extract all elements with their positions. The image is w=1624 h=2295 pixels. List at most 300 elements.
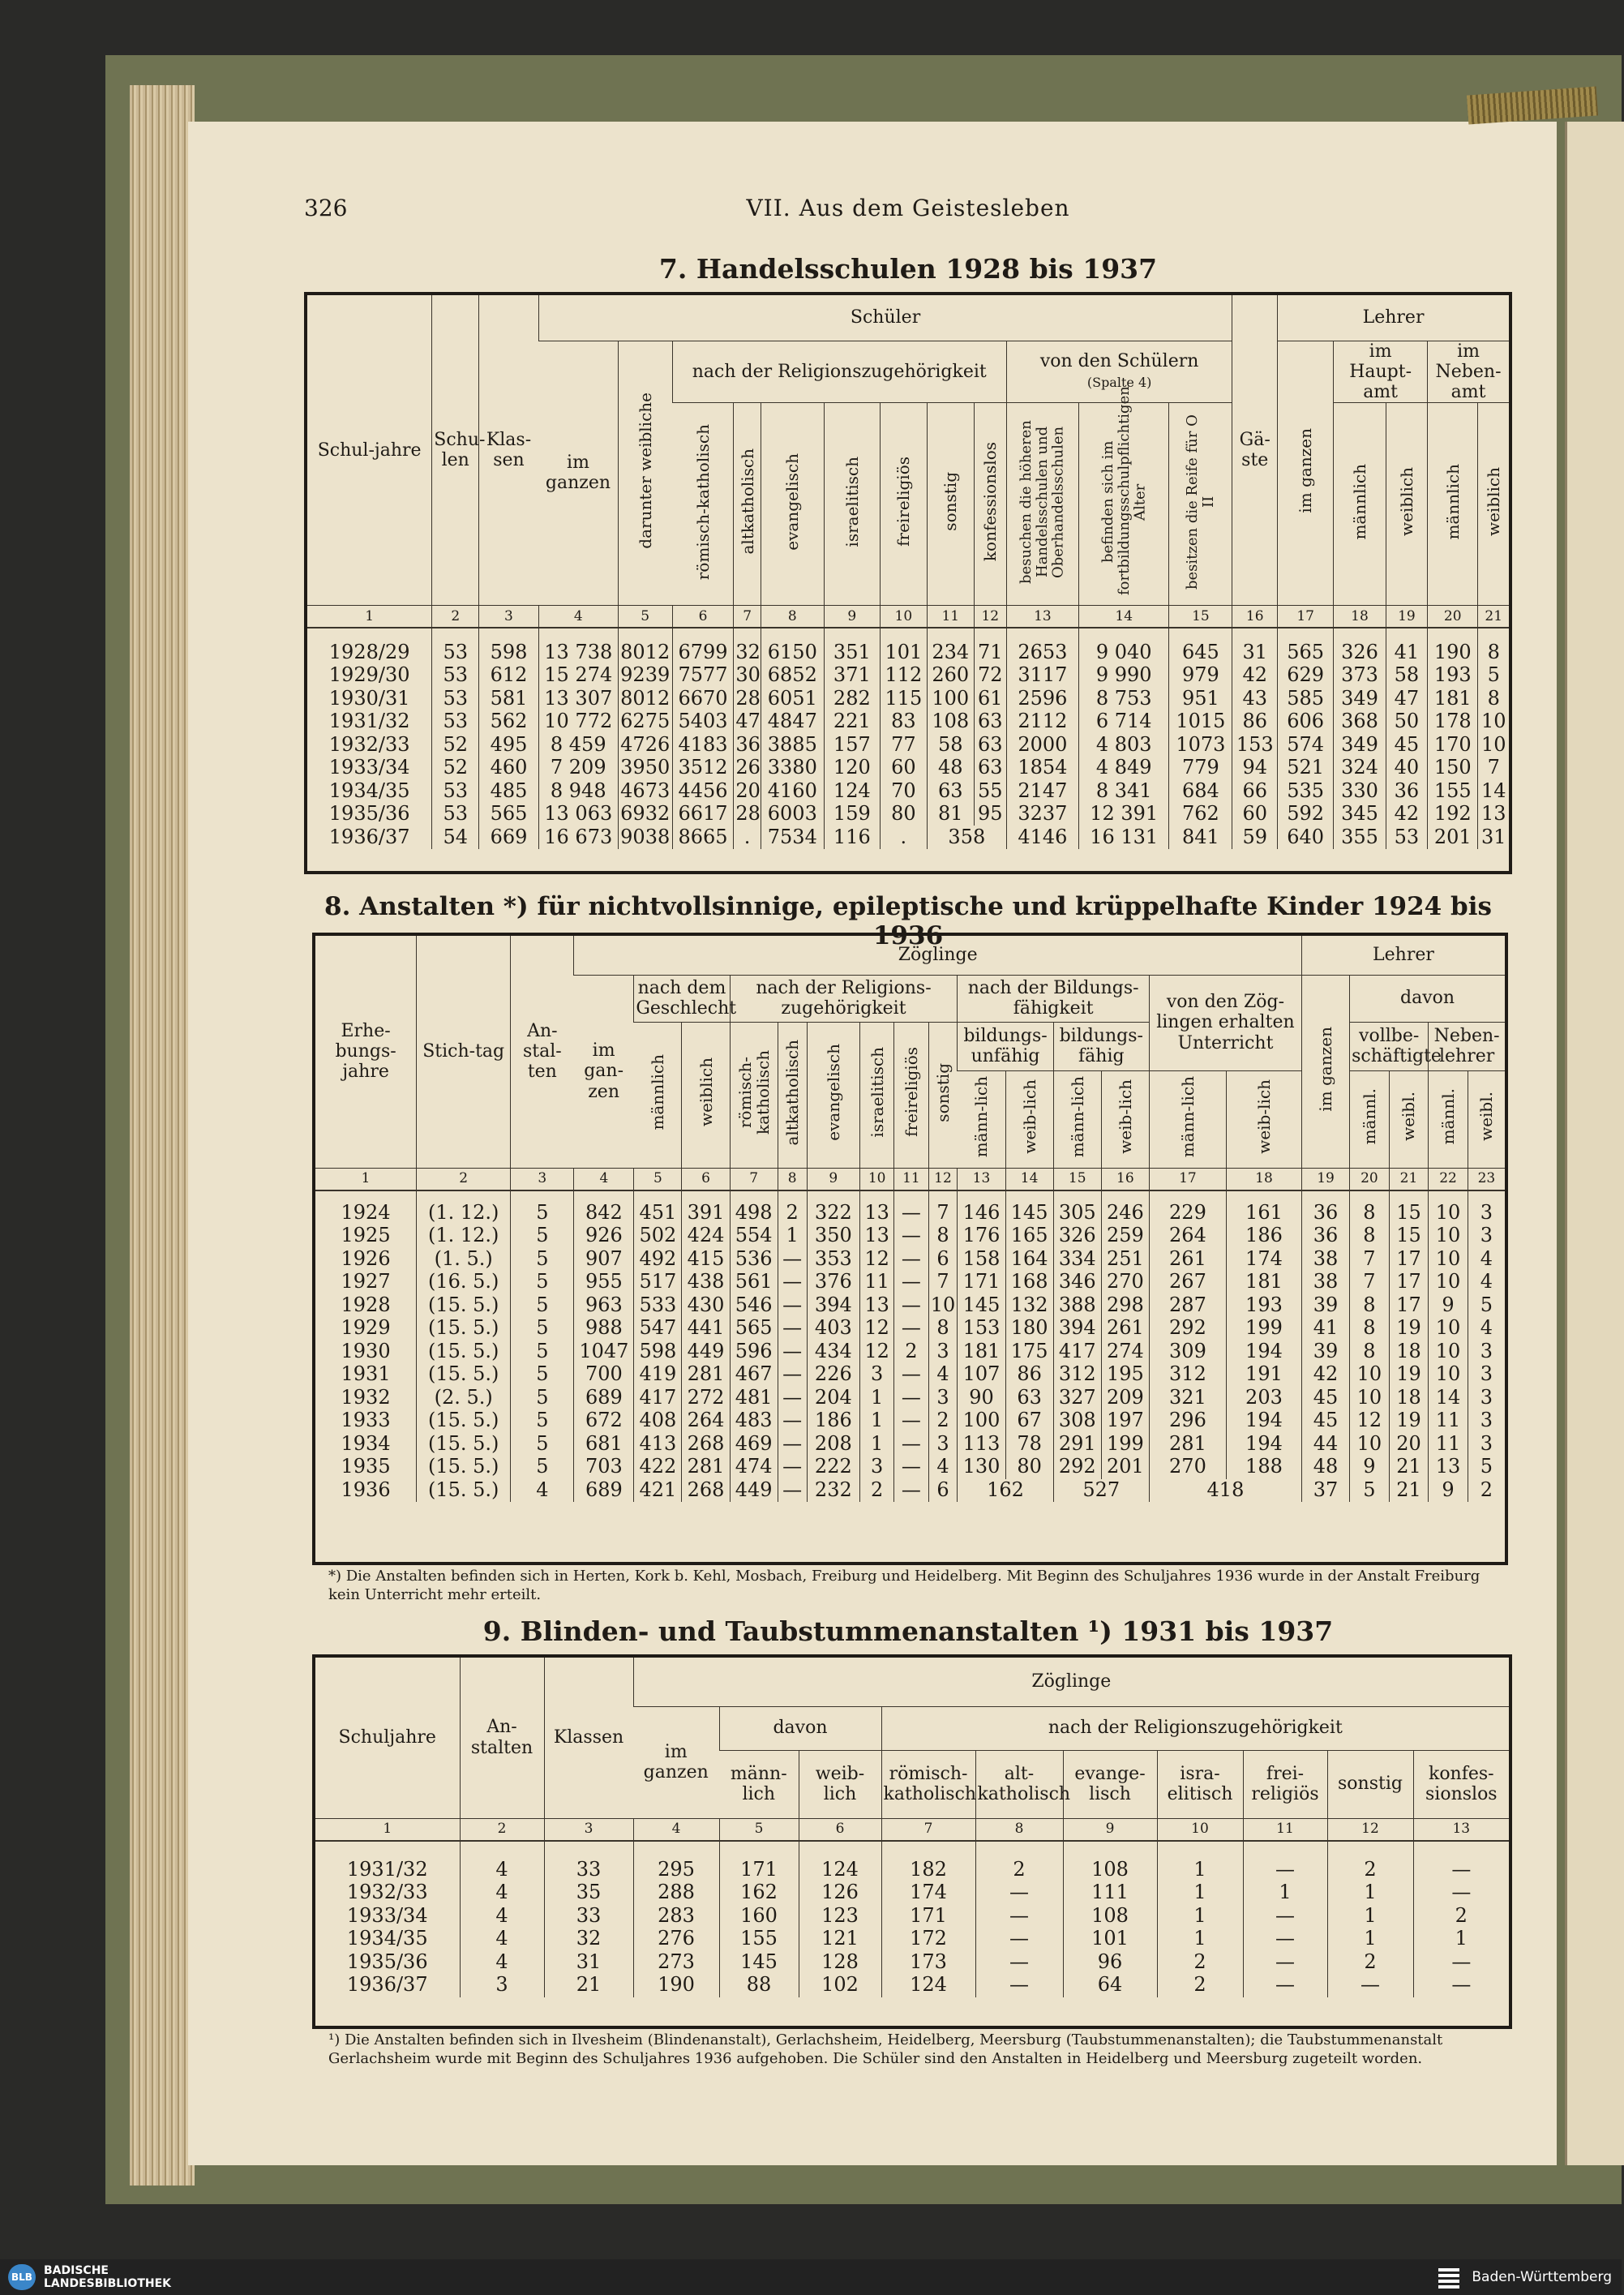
table-cell: 36	[734, 733, 761, 757]
table-cell: 762	[1169, 803, 1232, 826]
hdr-erhebungsjahre: Erhe-bungs-jahre	[315, 936, 417, 1168]
hdr-unterricht: von den Zög-lingen erhalten Unterricht	[1149, 975, 1301, 1070]
table-cell: 7	[928, 1202, 958, 1225]
table-cell: 3	[860, 1363, 894, 1387]
hdr-isr: israelitisch	[824, 403, 880, 606]
table-cell: 2112	[1006, 710, 1078, 734]
table-cell: 270	[1149, 1456, 1226, 1479]
hdr-im-ganzen: im gan-zen	[574, 975, 634, 1168]
table-cell: 96	[1063, 1951, 1157, 1975]
table-cell: 460	[479, 757, 539, 780]
table-cell: 66	[1232, 779, 1278, 803]
table-cell: 30	[734, 664, 761, 688]
table-cell: 388	[1053, 1294, 1101, 1318]
table-cell: 53	[432, 641, 479, 664]
table-cell: —	[778, 1433, 807, 1456]
table-cell: 95	[974, 803, 1006, 826]
table-cell: 373	[1334, 664, 1386, 688]
table-cell: 2000	[1006, 733, 1078, 757]
table-cell: 430	[682, 1294, 730, 1318]
hdr-lehrer: Lehrer	[1278, 295, 1509, 341]
table-cell: 596	[730, 1341, 778, 1364]
table-cell: 15	[1389, 1225, 1429, 1248]
column-number: 11	[894, 1168, 928, 1190]
table-cell: 5	[1468, 1294, 1505, 1318]
column-number: 15	[1053, 1168, 1101, 1190]
column-number: 5	[618, 606, 672, 628]
table-cell: —	[975, 1928, 1063, 1951]
table-cell: 86	[1232, 710, 1278, 734]
hdr-klassen: Klassen	[544, 1658, 633, 1818]
table-cell: 3	[928, 1387, 958, 1410]
table-cell: 8 753	[1078, 687, 1168, 710]
table-cell: 31	[544, 1951, 633, 1975]
table-cell: 955	[574, 1271, 634, 1294]
table-cell: 3	[860, 1456, 894, 1479]
table-cell: 193	[1226, 1294, 1301, 1318]
table-cell: 101	[1063, 1928, 1157, 1951]
table-cell: 684	[1169, 779, 1232, 803]
table-cell: 1015	[1169, 710, 1232, 734]
table-cell: 174	[1226, 1248, 1301, 1272]
table-cell: 324	[1334, 757, 1386, 780]
column-number: 17	[1149, 1168, 1226, 1190]
table-cell: 681	[574, 1433, 634, 1456]
table-cell: (1. 12.)	[417, 1225, 511, 1248]
table-cell: 124	[881, 1974, 975, 1997]
table-cell: 376	[807, 1271, 859, 1294]
column-number: 9	[824, 606, 880, 628]
column-number: 18	[1334, 606, 1386, 628]
table-cell: 44	[1301, 1433, 1349, 1456]
table-cell: 5403	[672, 710, 734, 734]
table-cell: 259	[1101, 1225, 1149, 1248]
hdr-sonst: sonstig	[927, 403, 974, 606]
hdr-geschlecht: nach dem Geschlecht	[634, 975, 730, 1022]
column-numbers	[315, 1818, 1509, 1841]
column-number: 15	[1169, 606, 1232, 628]
column-number: 6	[682, 1168, 730, 1190]
table-cell: 349	[1334, 687, 1386, 710]
column-number: 23	[1468, 1168, 1505, 1190]
table-cell: 45	[1301, 1387, 1349, 1410]
table-cell: 6	[928, 1248, 958, 1272]
table-cell: 41	[1386, 641, 1427, 664]
table-cell: 292	[1053, 1456, 1101, 1479]
column-number: 16	[1101, 1168, 1149, 1190]
table-cell: 13	[1429, 1456, 1468, 1479]
table-cell: 221	[824, 710, 880, 734]
column-number: 8	[761, 606, 824, 628]
table-cell: 417	[1053, 1341, 1101, 1364]
table-cell: 60	[880, 757, 927, 780]
table-cell: 3380	[761, 757, 824, 780]
table-cell: 123	[799, 1905, 881, 1928]
table-cell: (15. 5.)	[417, 1341, 511, 1364]
table-cell: 1924	[341, 1200, 391, 1224]
table-row: 1936 (15. 5.) 4 689 421 268 449 — 232 2 — 6 162 527 418 37 5 21 9 2	[315, 1479, 1505, 1503]
column-number: 13	[1413, 1818, 1509, 1841]
hdr-l-im-ganzen: im ganzen	[1278, 341, 1334, 606]
table-cell: 38	[1301, 1271, 1349, 1294]
table-cell: 1047	[574, 1341, 634, 1364]
table-cell: 4	[928, 1456, 958, 1479]
column-number: 9	[807, 1168, 859, 1190]
hdr-neben-m: männl.	[1429, 1070, 1468, 1168]
table-cell: 10	[1350, 1387, 1390, 1410]
table-cell: 4	[460, 1905, 544, 1928]
table-cell: —	[894, 1202, 928, 1225]
hdr-neben-w: weibl.	[1468, 1070, 1505, 1168]
table-cell: 779	[1169, 757, 1232, 780]
table-cell: 10	[1350, 1433, 1390, 1456]
table-cell: 63	[974, 733, 1006, 757]
table-row	[315, 1317, 1505, 1341]
table-cell: 1928	[341, 1293, 391, 1316]
table-cell: 3	[1468, 1363, 1505, 1387]
table-cell: 100	[958, 1409, 1005, 1433]
table-cell: 8 341	[1078, 779, 1168, 803]
table-cell: 2653	[1006, 641, 1078, 664]
table-cell: 581	[479, 687, 539, 710]
table-cell: 53	[432, 803, 479, 826]
hdr-lehrer: Lehrer	[1301, 936, 1505, 975]
table-cell: 8	[928, 1317, 958, 1341]
table-cell: —	[778, 1456, 807, 1479]
table-cell: 1932	[341, 1385, 391, 1409]
table-cell: 6275	[618, 710, 672, 734]
table-cell: 1	[1413, 1928, 1509, 1951]
table-row	[307, 733, 1509, 757]
hdr-konf: konfessionslos	[974, 403, 1006, 606]
table-cell: 153	[1232, 733, 1278, 757]
column-number: 19	[1386, 606, 1427, 628]
table-cell: 78	[1005, 1433, 1053, 1456]
table-cell: 13	[860, 1225, 894, 1248]
table-cell: 926	[574, 1225, 634, 1248]
table-cell: 281	[682, 1456, 730, 1479]
table-cell: 17	[1389, 1248, 1429, 1272]
table-cell: (15. 5.)	[417, 1456, 511, 1479]
table-cell: 58	[1386, 664, 1427, 688]
table-cell: 1	[1327, 1928, 1413, 1951]
table-cell: 1	[860, 1387, 894, 1410]
table-cell: 554	[730, 1225, 778, 1248]
table-cell: 60	[1232, 803, 1278, 826]
table-cell: 394	[1053, 1317, 1101, 1341]
table-row	[315, 1928, 1509, 1951]
table-cell: 312	[1149, 1363, 1226, 1387]
table-cell: 222	[807, 1456, 859, 1479]
table-cell: 326	[1334, 641, 1386, 664]
hdr-stichtag: Stich-tag	[417, 936, 511, 1168]
table-cell: 10	[1350, 1363, 1390, 1387]
table-cell: 7 209	[538, 757, 618, 780]
table-cell: 1	[1157, 1859, 1243, 1882]
table-cell: 1925	[341, 1224, 391, 1247]
hdr-reife: besitzen die Reife für O II	[1169, 403, 1232, 606]
table-row	[315, 1433, 1505, 1456]
table-row	[307, 757, 1509, 780]
hdr-ak: alt-katholisch	[975, 1750, 1063, 1818]
table-cell: 267	[1149, 1271, 1226, 1294]
table-row	[315, 1271, 1505, 1294]
table-cell: 47	[1386, 687, 1427, 710]
hdr-davon: davon	[719, 1706, 881, 1750]
table-cell: 7	[1478, 757, 1509, 780]
table-cell: 547	[634, 1317, 682, 1341]
table-cell: 26	[734, 757, 761, 780]
table-cell: 153	[958, 1317, 1005, 1341]
table-cell: 408	[634, 1409, 682, 1433]
table-row: 1936/37 54 669 16 673 9038 8665 . 7534 116 . 358 4146 16 131 841 59 640 355 53 201 31	[307, 826, 1509, 849]
table-cell: 181	[1428, 687, 1478, 710]
table-cell: 33	[544, 1859, 633, 1882]
hdr-nach-religion: nach der Religionszugehörigkeit	[672, 341, 1006, 403]
hdr-davon: davon	[1350, 975, 1505, 1022]
column-number: 4	[538, 606, 618, 628]
table-cell: 2	[975, 1859, 1063, 1882]
column-number: 2	[432, 606, 479, 628]
table-cell: 164	[1005, 1248, 1053, 1272]
table9-blinden	[315, 1658, 1509, 1997]
table-cell: 17	[1389, 1294, 1429, 1318]
table-cell: —	[975, 1905, 1063, 1928]
table-cell: 8	[928, 1225, 958, 1248]
table-cell: 102	[799, 1974, 881, 1997]
table-cell: 70	[880, 779, 927, 803]
table-cell: 4	[1468, 1271, 1505, 1294]
table-cell: 3	[1468, 1409, 1505, 1433]
table-cell: 18	[1389, 1341, 1429, 1364]
table-cell: —	[1243, 1928, 1327, 1951]
table-cell: 368	[1334, 710, 1386, 734]
column-number: 19	[1301, 1168, 1349, 1190]
table-cell: 417	[634, 1387, 682, 1410]
table-cell: 171	[719, 1859, 799, 1882]
table-cell: 180	[1005, 1317, 1053, 1341]
table-row	[307, 710, 1509, 734]
table-cell: 327	[1053, 1387, 1101, 1410]
column-number: 14	[1005, 1168, 1053, 1190]
table-cell: 449	[682, 1341, 730, 1364]
hdr-voll-w: weibl.	[1389, 1070, 1429, 1168]
table-cell: (1. 12.)	[417, 1202, 511, 1225]
table-cell: 121	[799, 1928, 881, 1951]
table-cell: —	[778, 1363, 807, 1387]
table-cell: 345	[1334, 803, 1386, 826]
hdr-klassen: Klas-sen	[479, 295, 539, 606]
table-cell: 434	[807, 1341, 859, 1364]
table-cell: 4 803	[1078, 733, 1168, 757]
table-cell: 296	[1149, 1409, 1226, 1433]
table-cell: 173	[881, 1951, 975, 1975]
column-number: 2	[460, 1818, 544, 1841]
table-cell: 485	[479, 779, 539, 803]
hdr-m: männ-lich	[719, 1750, 799, 1818]
hdr-f-m: männ-lich	[1053, 1070, 1101, 1168]
table-cell: 467	[730, 1363, 778, 1387]
table-cell: 11	[860, 1271, 894, 1294]
table-cell: —	[778, 1341, 807, 1364]
table-cell: 80	[1005, 1456, 1053, 1479]
column-number: 7	[734, 606, 761, 628]
table-cell: 53	[432, 664, 479, 688]
table-cell: 178	[1428, 710, 1478, 734]
table-row	[315, 1859, 1509, 1882]
table8-footnote: *) Die Anstalten befinden sich in Herten, Kork b. Kehl, Mosbach, Freiburg und Heidelberg. Mit Beginn des Schuljahres 1936 wurde in der Anstalt Freiburg kein Unterricht mehr erteilt.	[328, 1568, 1480, 1604]
table-cell: 2	[1157, 1974, 1243, 1997]
table-cell: 3	[1468, 1225, 1505, 1248]
table-cell: 4847	[761, 710, 824, 734]
table-cell: 63	[1005, 1387, 1053, 1410]
table-cell: 2596	[1006, 687, 1078, 710]
table-cell: 13 307	[538, 687, 618, 710]
table-cell: 1931	[341, 1362, 391, 1386]
table-cell: 353	[807, 1248, 859, 1272]
table-cell: 182	[881, 1859, 975, 1882]
table-cell: 288	[633, 1881, 719, 1905]
table-cell: 13 063	[538, 803, 618, 826]
table-cell: 10	[1429, 1225, 1468, 1248]
hdr-schueler: Schüler	[538, 295, 1232, 341]
table-cell: 2	[894, 1341, 928, 1364]
table-row	[315, 1294, 1505, 1318]
table-cell: 8	[1478, 687, 1509, 710]
column-number: 7	[881, 1818, 975, 1841]
table-cell: 174	[881, 1881, 975, 1905]
table-cell: 4183	[672, 733, 734, 757]
table-cell: 19	[1389, 1409, 1429, 1433]
table-cell: 546	[730, 1294, 778, 1318]
table-cell: 63	[974, 710, 1006, 734]
table-row	[307, 803, 1509, 826]
table-cell: 42	[1386, 803, 1427, 826]
table-cell: —	[894, 1317, 928, 1341]
table-cell: 199	[1226, 1317, 1301, 1341]
table-cell: 979	[1169, 664, 1232, 688]
table-cell: 1927	[341, 1270, 391, 1293]
table-cell: 2	[1327, 1859, 1413, 1882]
table-cell: 53	[432, 779, 479, 803]
column-number: 14	[1078, 606, 1168, 628]
table-cell: 9	[1350, 1456, 1390, 1479]
table-cell: 7	[928, 1271, 958, 1294]
table-cell: 907	[574, 1248, 634, 1272]
table-row	[315, 1202, 1505, 1225]
table-cell: 1930	[341, 1339, 391, 1362]
table-cell: 1935/36	[328, 802, 410, 826]
column-number: 9	[1063, 1818, 1157, 1841]
table-cell: 39	[1301, 1294, 1349, 1318]
table-cell: 498	[730, 1202, 778, 1225]
table-cell: 565	[479, 803, 539, 826]
table-cell: 415	[682, 1248, 730, 1272]
table-cell: 5	[511, 1433, 574, 1456]
table-cell: 291	[1053, 1433, 1101, 1456]
hdr-neben-w: weiblich	[1478, 403, 1509, 606]
table-cell: 115	[880, 687, 927, 710]
table-cell: 1936/37	[346, 1973, 428, 1997]
table-cell: 172	[881, 1928, 975, 1951]
table-cell: 5	[511, 1317, 574, 1341]
column-number: 10	[860, 1168, 894, 1190]
table-cell: 171	[881, 1905, 975, 1928]
table-cell: 12	[860, 1341, 894, 1364]
table-cell: 3237	[1006, 803, 1078, 826]
table-cell: 322	[807, 1202, 859, 1225]
column-number: 4	[633, 1818, 719, 1841]
table-cell: 12	[860, 1248, 894, 1272]
table-cell: 6932	[618, 803, 672, 826]
table-cell: 351	[824, 641, 880, 664]
hdr-rk: römisch-katholisch	[672, 403, 734, 606]
table-cell: 209	[1101, 1387, 1149, 1410]
table-cell: 598	[479, 641, 539, 664]
table-cell: 422	[634, 1456, 682, 1479]
table-cell: 274	[1101, 1341, 1149, 1364]
table-cell: 9	[1429, 1294, 1468, 1318]
table-cell: 5	[511, 1387, 574, 1410]
column-number: 22	[1429, 1168, 1468, 1190]
table-cell: —	[1243, 1905, 1327, 1928]
table-cell: 72	[974, 664, 1006, 688]
hdr-hauptamt: im Haupt-amt	[1334, 341, 1428, 403]
table-cell: 391	[682, 1202, 730, 1225]
table-cell: —	[778, 1317, 807, 1341]
table-cell: 11	[1429, 1409, 1468, 1433]
table-cell: 5	[511, 1202, 574, 1225]
table-cell: 5	[511, 1294, 574, 1318]
table-cell: 565	[730, 1317, 778, 1341]
hdr-zoeglinge: Zöglinge	[633, 1658, 1509, 1706]
table-cell: 81	[927, 803, 974, 826]
table-cell: 113	[958, 1433, 1005, 1456]
table-cell: 281	[1149, 1433, 1226, 1456]
table-cell: —	[778, 1294, 807, 1318]
column-number: 8	[975, 1818, 1063, 1841]
column-number: 8	[778, 1168, 807, 1190]
table-cell: 61	[974, 687, 1006, 710]
hdr-konf: konfes-sionslos	[1413, 1750, 1509, 1818]
table-cell: 108	[927, 710, 974, 734]
table-row	[307, 687, 1509, 710]
table-cell: 1934	[341, 1431, 391, 1455]
table-cell: 3	[1468, 1341, 1505, 1364]
table-cell: 48	[1301, 1456, 1349, 1479]
table-cell: 120	[824, 757, 880, 780]
table-cell: 146	[958, 1202, 1005, 1225]
table-cell: 4	[460, 1859, 544, 1882]
table-cell: 260	[927, 664, 974, 688]
table-cell: 1	[860, 1409, 894, 1433]
hdr-religion: nach der Religions-zugehörigkeit	[730, 975, 958, 1022]
table9-title: 9. Blinden- und Taubstummenanstalten ¹) 1931 bis 1937	[482, 1615, 1334, 1647]
table-cell: 346	[1053, 1271, 1101, 1294]
table-cell: 270	[1101, 1271, 1149, 1294]
table-cell: 1	[1327, 1881, 1413, 1905]
table-cell: (15. 5.)	[417, 1294, 511, 1318]
table-cell: 130	[958, 1456, 1005, 1479]
table7-box	[304, 292, 1512, 874]
table-cell: 14	[1478, 779, 1509, 803]
table-cell: 55	[974, 779, 1006, 803]
column-number: 5	[719, 1818, 799, 1841]
table-cell: 842	[574, 1202, 634, 1225]
column-number: 3	[544, 1818, 633, 1841]
table-cell: 5	[511, 1341, 574, 1364]
hdr-rk: römisch-katholisch	[730, 1022, 778, 1168]
